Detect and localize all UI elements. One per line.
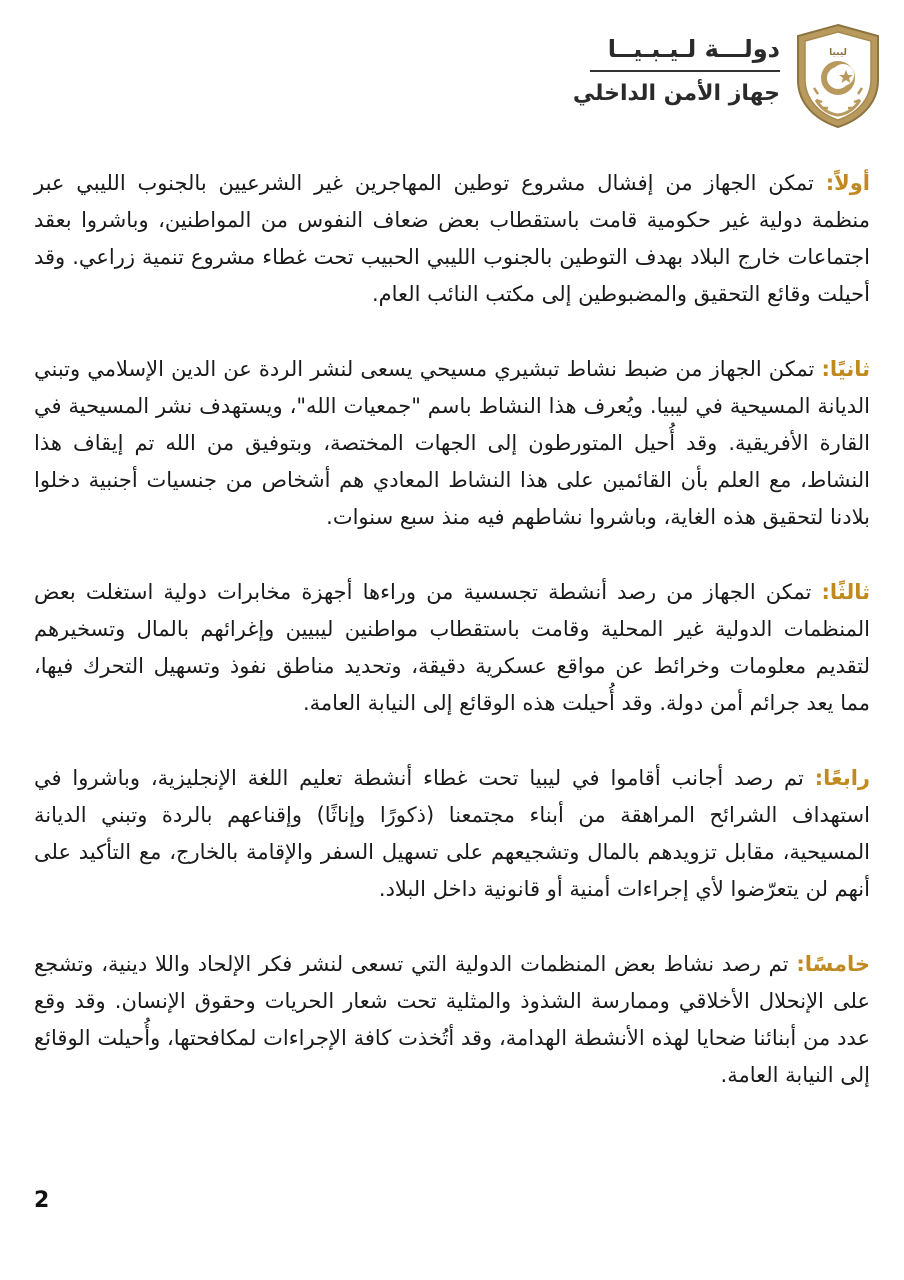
- paragraph-fourth: [34, 760, 870, 908]
- page-number: 2: [34, 1188, 50, 1213]
- paragraph-third: [34, 574, 870, 722]
- title-divider: [590, 70, 780, 72]
- document-body: [34, 165, 870, 1132]
- state-name: دولـــة لـيـبـيــا: [607, 35, 780, 63]
- header-titles: [572, 32, 780, 110]
- agency-name: جهاز الأمن الداخلي: [572, 81, 780, 106]
- paragraph-lead: ثانيًا:: [821, 357, 870, 381]
- paragraph-lead: ثالثًا:: [821, 580, 870, 604]
- paragraph-first: [34, 165, 870, 313]
- paragraph-text: تم رصد نشاط بعض المنظمات الدولية التي تسعى لنشر فكر الإلحاد واللا دينية، وتشجع على الإنحلال الأخلاقي وممارسة الشذوذ والمثلية تحت شعار الحريات وحقوق الإنسان. وقد وقع عدد من أبنائنا ضحايا لهذه الأنشطة الهدامة، وقد أتُخذت كافة الإجراءات لمكافحتها، وأُحيلت الوقائع إلى النيابة العامة.: [34, 952, 870, 1087]
- paragraph-lead: خامسًا:: [796, 952, 870, 976]
- paragraph-second: [34, 351, 870, 536]
- paragraph-text: تمكن الجهاز من إفشال مشروع توطين المهاجرين غير الشرعيين بالجنوب الليبي عبر منظمة دولية غير حكومية قامت باستقطاب بعض ضعاف النفوس من المواطنين، وباشروا بعقد اجتماعات خارج البلاد بهدف التوطين بالجنوب الليبي الحبيب تحت غطاء مشروع تنمية زراعي. وقد أحيلت وقائع التحقيق والمضبوطين إلى مكتب النائب العام.: [34, 171, 870, 306]
- paragraph-lead: أولاً:: [825, 171, 870, 195]
- document-header: [572, 22, 884, 132]
- paragraph-fifth: [34, 946, 870, 1094]
- paragraph-text: تمكن الجهاز من رصد أنشطة تجسسية من وراءها أجهزة مخابرات دولية استغلت بعض المنظمات الدولية غير المحلية وقامت باستقطاب مواطنين ليبيين وإغرائهم بالمال وتسخيرهم لتقديم معلومات وخرائط عن مواقع عسكرية دقيقة، وتحديد مناطق نفوذ وتسهيل التحرك فيها، مما يعد جرائم أمن دولة. وقد أُحيلت هذه الوقائع إلى النيابة العامة.: [34, 580, 870, 715]
- paragraph-lead: رابعًا:: [814, 766, 870, 790]
- paragraph-text: تم رصد أجانب أقاموا في ليبيا تحت غطاء أنشطة تعليم اللغة الإنجليزية، وباشروا في استهداف الشرائح المراهقة من أبناء مجتمعنا (ذكورًا وإناثًا) وإقناعهم بالردة وتبني الديانة المسيحية، مقابل تزويدهم بالمال وتشجيعهم على تسهيل السفر والإقامة بالخارج، مع التأكيد على أنهم لن يتعرّضوا لأي إجراءات أمنية أو قانونية داخل البلاد.: [34, 766, 870, 901]
- paragraph-text: تمكن الجهاز من ضبط نشاط تبشيري مسيحي يسعى لنشر الردة عن الدين الإسلامي وتبني الديانة المسيحية في ليبيا. ويُعرف هذا النشاط باسم "جمعيات الله"، ويستهدف نشر المسيحية في القارة الأفريقية. وقد أُحيل المتورطون إلى الجهات المختصة، وبتوفيق من الله تم إيقاف هذا النشاط، مع العلم بأن القائمين على هذا النشاط المعادي هم أشخاص من جنسيات أجنبية دخلوا بلادنا لتحقيق هذه الغاية، وباشروا نشاطهم فيه منذ سبع سنوات.: [34, 357, 870, 529]
- svg-text:ليبيا: ليبيا: [829, 48, 847, 58]
- crescent-star-emblem-icon: [792, 22, 884, 130]
